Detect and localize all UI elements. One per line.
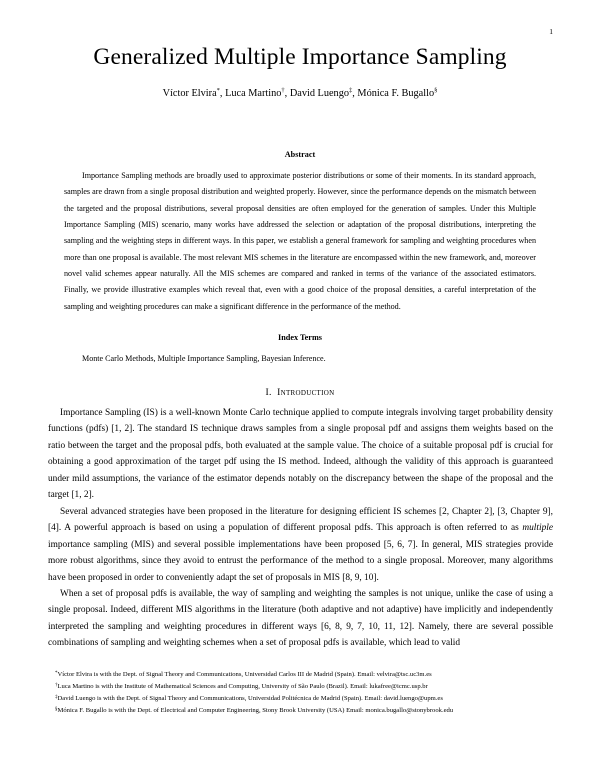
section-number: I. [265, 387, 272, 398]
footnote [48, 669, 553, 681]
body-text-run: importance sampling (MIS) and several possible implementations have been proposed [5, 6, 7]. In general, MIS strategies provide more robust algorithms, since they avoid to entrust the performance of the method to a single proposal. Moreover, many algorithms have been proposed in order to conveniently adapt the set of proposals in MIS [8, 9, 10]. [48, 539, 553, 583]
body-paragraph [48, 504, 553, 586]
author-separator: , [284, 88, 290, 99]
author-separator: , [352, 88, 358, 99]
body-paragraph: When a set of proposal pdfs is available, the way of sampling and weighting the samples is not unique, unlike the case of using a single proposal. Indeed, different MIS algorithms in the literature (both adaptive and not adaptive) have implicitly and independently interpreted the sampling and weighting procedures in different ways [6, 8, 9, 7, 10, 11, 12]. Namely, there are several possible combinations of sampling and weighting schemes when a set of proposal pdfs is available, which lead to valid [48, 588, 553, 649]
author-separator: , [219, 88, 226, 99]
footnote-text: Luca Martino is with the Institute of Mathematical Sciences and Computing, University of São Paulo (Brazil). Email: lukafree@icmc.usp.br [57, 683, 428, 691]
paper-title: Generalized Multiple Importance Sampling [93, 44, 507, 70]
footnote-mark: * [55, 671, 58, 676]
footnote-text: Víctor Elvira is with the Dept. of Signal Theory and Communications, Universidad Carlos III de Madrid (Spain). Email: velvira@tsc.uc3m.es [57, 671, 432, 678]
abstract-heading: Abstract [284, 150, 316, 159]
author-affiliation-mark: ‡ [349, 87, 353, 94]
footnote-mark: † [55, 683, 58, 689]
footnote-mark: § [55, 707, 58, 713]
footnote-text: David Luengo is with the Dept. of Signal Theory and Communications, Universidad Politécnica de Madrid (Spain). Email: david.luengo@upm.es [57, 695, 443, 703]
body-emphasis: multiple [522, 523, 553, 534]
footnote-text: Mónica F. Bugallo is with the Dept. of Electrical and Computer Engineering, Stony Brook University (USA) Email: monica.bugallo@stonybrook.edu [57, 707, 454, 715]
index-terms-heading: Index Terms [278, 333, 322, 342]
index-terms-text: Monte Carlo Methods, Multiple Importance Sampling, Bayesian Inference. [82, 354, 326, 363]
page-number: 1 [549, 27, 553, 36]
author-affiliation-mark: § [434, 87, 438, 94]
body-text-run: Several advanced strategies have been proposed in the literature for designing efficient IS schemes [2, Chapter 2], [3, Chapter 9], [4]. A powerful approach is based on using a population of different proposal pdfs. This approach is often referred to as [48, 506, 553, 534]
author [163, 88, 225, 99]
author-name: Luca Martino [225, 88, 282, 99]
author-affiliation-mark: * [216, 87, 220, 94]
footnote-mark: ‡ [55, 695, 58, 701]
footnote [48, 681, 553, 693]
author-name: Víctor Elvira [162, 88, 217, 99]
author-affiliation-mark: † [281, 87, 285, 94]
body-paragraph: Importance Sampling (IS) is a well-known Monte Carlo technique applied to compute integrals involving target probability density functions (pdfs) [1, 2]. The standard IS technique draws samples from a single proposal pdf and assigns them weights based on the ratio between the target and the proposal pdfs, both evaluated at the sample value. The choice of a suitable proposal pdf is crucial for obtaining a good approximation of the target pdf using the IS method. Indeed, although the validity of this approach is guaranteed under mild assumptions, the variance of the estimator depends notably on the discrepancy between the shape of the proposal and the target [1, 2]. [48, 408, 553, 501]
body-text [48, 405, 553, 652]
author [357, 88, 437, 99]
footnote [48, 693, 553, 705]
section-heading [0, 387, 600, 398]
author-name: Mónica F. Bugallo [357, 88, 435, 99]
footnote [48, 705, 553, 717]
footnotes [48, 669, 553, 717]
abstract-text: Importance Sampling methods are broadly used to approximate posterior distributions or some of their moments. In its standard approach, samples are drawn from a single proposal distribution and weighted properly. However, since the performance depends on the mismatch between the targeted and the proposal distributions, several proposal densities are often employed for the generation of samples. Under this Multiple Importance Sampling (MIS) scenario, many works have addressed the selection or adaptation of the proposal distributions, interpreting the sampling and the weighting steps in different ways. In this paper, we establish a general framework for sampling and weighting procedures when more than one proposal is available. The most relevant MIS schemes in the literature are encompassed within the new framework, and, moreover novel valid schemes appear naturally. All the MIS schemes are compared and ranked in terms of the variance of the associated estimators. Finally, we provide illustrative examples which reveal that, even with a good choice of the proposal densities, a careful interpretation of the sampling and weighting procedures can make a significant difference in the performance of the method. [64, 171, 536, 311]
author [290, 88, 358, 99]
section-title: Introduction [277, 387, 335, 398]
author [225, 88, 290, 99]
author-list [0, 88, 600, 99]
author-name: David Luengo [289, 88, 350, 99]
